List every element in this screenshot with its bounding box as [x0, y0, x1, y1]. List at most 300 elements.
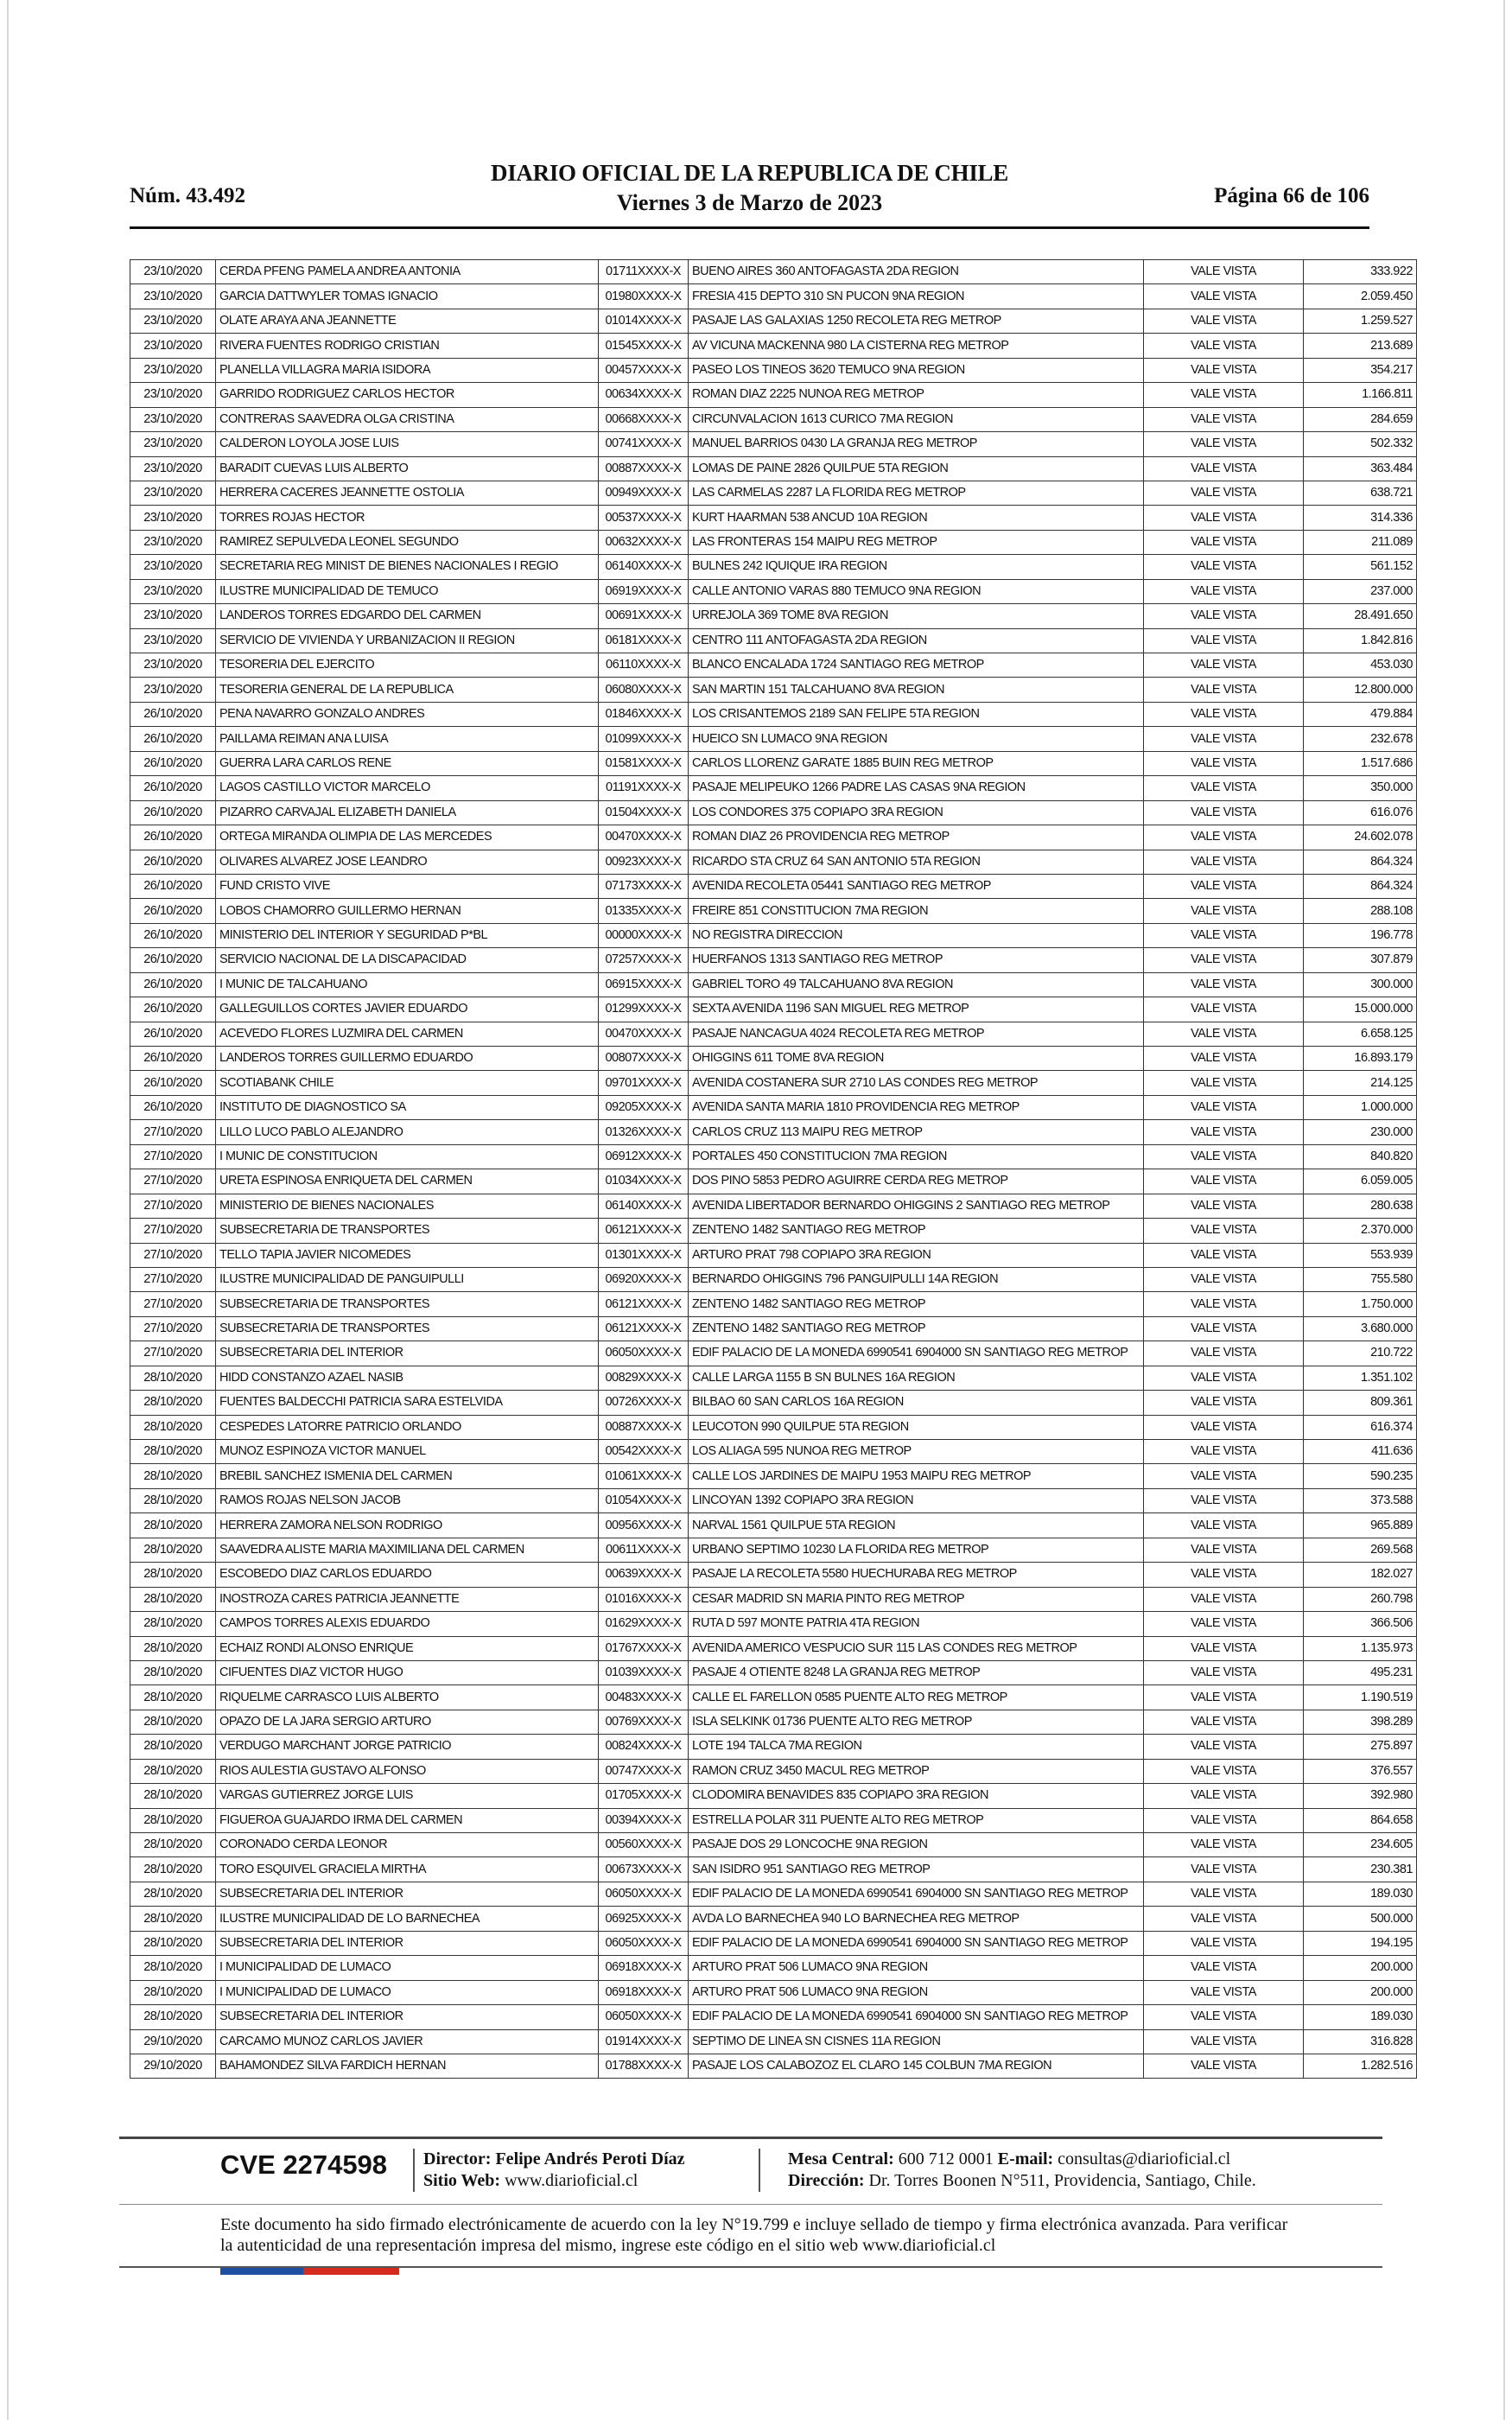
table-row	[130, 1563, 1417, 1587]
name-cell: I MUNICIPALIDAD DE LUMACO	[216, 1956, 599, 1980]
payment-type-cell: VALE VISTA	[1144, 1095, 1304, 1119]
address-cell: URBANO SEPTIMO 10230 LA FLORIDA REG METROP	[689, 1538, 1144, 1562]
date-cell: 26/10/2020	[130, 702, 216, 726]
payment-type-cell: VALE VISTA	[1144, 874, 1304, 898]
address-cell: CENTRO 111 ANTOFAGASTA 2DA REGION	[689, 628, 1144, 653]
date-cell: 26/10/2020	[130, 899, 216, 923]
table-row	[130, 997, 1417, 1022]
date-cell: 28/10/2020	[130, 1538, 216, 1562]
table-row	[130, 1907, 1417, 1931]
amount-cell: 350.000	[1304, 776, 1417, 800]
name-cell: FIGUEROA GUAJARDO IRMA DEL CARMEN	[216, 1808, 599, 1832]
rut-cell: 00542XXXX-X	[599, 1440, 689, 1464]
payment-type-cell: VALE VISTA	[1144, 555, 1304, 579]
director-name: Felipe Andrés Peroti Díaz	[495, 2149, 685, 2168]
date-cell: 28/10/2020	[130, 1464, 216, 1488]
table-row	[130, 776, 1417, 800]
rut-cell: 01299XXXX-X	[599, 997, 689, 1022]
address-cell: PASAJE DOS 29 LONCOCHE 9NA REGION	[689, 1833, 1144, 1857]
address-cell: RICARDO STA CRUZ 64 SAN ANTONIO 5TA REGION	[689, 850, 1144, 874]
name-cell: BAHAMONDEZ SILVA FARDICH HERNAN	[216, 2054, 599, 2078]
amount-cell: 234.605	[1304, 1833, 1417, 1857]
address-cell: LOS CRISANTEMOS 2189 SAN FELIPE 5TA REGION	[689, 702, 1144, 726]
name-cell: ILUSTRE MUNICIPALIDAD DE TEMUCO	[216, 579, 599, 603]
table-row	[130, 1513, 1417, 1538]
date-cell: 26/10/2020	[130, 1095, 216, 1119]
amount-cell: 300.000	[1304, 972, 1417, 997]
payment-type-cell: VALE VISTA	[1144, 1980, 1304, 2004]
table-row	[130, 751, 1417, 775]
rut-cell: 00639XXXX-X	[599, 1563, 689, 1587]
address-cell: EDIF PALACIO DE LA MONEDA 6990541 6904000 SN SANTIAGO REG METROP	[689, 1882, 1144, 1906]
date-cell: 27/10/2020	[130, 1169, 216, 1194]
name-cell: HERRERA CACERES JEANNETTE OSTOLIA	[216, 481, 599, 505]
name-cell: URETA ESPINOSA ENRIQUETA DEL CARMEN	[216, 1169, 599, 1194]
name-cell: OLATE ARAYA ANA JEANNETTE	[216, 309, 599, 333]
name-cell: TESORERIA DEL EJERCITO	[216, 653, 599, 678]
rut-cell: 00537XXXX-X	[599, 506, 689, 530]
name-cell: RAMIREZ SEPULVEDA LEONEL SEGUNDO	[216, 530, 599, 554]
amount-cell: 2.370.000	[1304, 1219, 1417, 1243]
address-cell: PASAJE LOS CALABOZOZ EL CLARO 145 COLBUN 7MA REGION	[689, 2054, 1144, 2078]
address-cell: NARVAL 1561 QUILPUE 5TA REGION	[689, 1513, 1144, 1538]
rut-cell: 06918XXXX-X	[599, 1980, 689, 2004]
amount-cell: 307.879	[1304, 948, 1417, 972]
address-cell: AV VICUNA MACKENNA 980 LA CISTERNA REG METROP	[689, 334, 1144, 358]
rut-cell: 01980XXXX-X	[599, 284, 689, 309]
payment-type-cell: VALE VISTA	[1144, 997, 1304, 1022]
address-cell: FREIRE 851 CONSTITUCION 7MA REGION	[689, 899, 1144, 923]
name-cell: ILUSTRE MUNICIPALIDAD DE PANGUIPULLI	[216, 1267, 599, 1291]
rut-cell: 00394XXXX-X	[599, 1808, 689, 1832]
payment-type-cell: VALE VISTA	[1144, 2005, 1304, 2029]
name-cell: ECHAIZ RONDI ALONSO ENRIQUE	[216, 1636, 599, 1660]
address-cell: ARTURO PRAT 506 LUMACO 9NA REGION	[689, 1980, 1144, 2004]
table-row	[130, 628, 1417, 653]
table-row	[130, 260, 1417, 284]
footer-separator	[413, 2149, 415, 2192]
address-cell: HUERFANOS 1313 SANTIAGO REG METROP	[689, 948, 1144, 972]
amount-cell: 12.800.000	[1304, 678, 1417, 702]
table-row	[130, 1612, 1417, 1636]
payment-type-cell: VALE VISTA	[1144, 604, 1304, 628]
address-cell: CESAR MADRID SN MARIA PINTO REG METROP	[689, 1587, 1144, 1611]
address-cell: ROMAN DIAZ 26 PROVIDENCIA REG METROP	[689, 825, 1144, 850]
amount-cell: 479.884	[1304, 702, 1417, 726]
table-row	[130, 702, 1417, 726]
name-cell: RIQUELME CARRASCO LUIS ALBERTO	[216, 1685, 599, 1710]
date-cell: 28/10/2020	[130, 1415, 216, 1439]
rut-cell: 00470XXXX-X	[599, 1022, 689, 1046]
name-cell: LANDEROS TORRES EDGARDO DEL CARMEN	[216, 604, 599, 628]
date-cell: 27/10/2020	[130, 1341, 216, 1366]
rut-cell: 01054XXXX-X	[599, 1488, 689, 1512]
date-cell: 28/10/2020	[130, 1563, 216, 1587]
name-cell: FUENTES BALDECCHI PATRICIA SARA ESTELVIDA	[216, 1391, 599, 1415]
date-cell: 26/10/2020	[130, 850, 216, 874]
date-cell: 23/10/2020	[130, 481, 216, 505]
payments-table	[130, 259, 1417, 2079]
amount-cell: 500.000	[1304, 1907, 1417, 1931]
name-cell: SAAVEDRA ALISTE MARIA MAXIMILIANA DEL CARMEN	[216, 1538, 599, 1562]
name-cell: ACEVEDO FLORES LUZMIRA DEL CARMEN	[216, 1022, 599, 1046]
rut-cell: 01016XXXX-X	[599, 1587, 689, 1611]
payment-type-cell: VALE VISTA	[1144, 1341, 1304, 1366]
name-cell: SUBSECRETARIA DE TRANSPORTES	[216, 1292, 599, 1316]
rut-cell: 06080XXXX-X	[599, 678, 689, 702]
payment-type-cell: VALE VISTA	[1144, 1292, 1304, 1316]
table-row	[130, 1095, 1417, 1119]
payment-type-cell: VALE VISTA	[1144, 727, 1304, 751]
date-cell: 28/10/2020	[130, 1513, 216, 1538]
name-cell: BARADIT CUEVAS LUIS ALBERTO	[216, 456, 599, 481]
address-label: Dirección:	[788, 2171, 865, 2190]
amount-cell: 755.580	[1304, 1267, 1417, 1291]
date-cell: 28/10/2020	[130, 1440, 216, 1464]
rut-cell: 06050XXXX-X	[599, 1341, 689, 1366]
address-cell: PASAJE NANCAGUA 4024 RECOLETA REG METROP	[689, 1022, 1144, 1046]
rut-cell: 00668XXXX-X	[599, 407, 689, 431]
rut-cell: 06050XXXX-X	[599, 1931, 689, 1955]
date-cell: 23/10/2020	[130, 407, 216, 431]
email-link[interactable]: consultas@diarioficial.cl	[1058, 2149, 1231, 2168]
address-cell: CARLOS LLORENZ GARATE 1885 BUIN REG METROP	[689, 751, 1144, 775]
date-cell: 27/10/2020	[130, 1316, 216, 1341]
payment-type-cell: VALE VISTA	[1144, 1267, 1304, 1291]
payment-type-cell: VALE VISTA	[1144, 1120, 1304, 1144]
table-row	[130, 1194, 1417, 1218]
date-cell: 28/10/2020	[130, 1759, 216, 1783]
payment-type-cell: VALE VISTA	[1144, 1735, 1304, 1759]
name-cell: CESPEDES LATORRE PATRICIO ORLANDO	[216, 1415, 599, 1439]
payment-type-cell: VALE VISTA	[1144, 1931, 1304, 1955]
address-cell: EDIF PALACIO DE LA MONEDA 6990541 6904000 SN SANTIAGO REG METROP	[689, 1931, 1144, 1955]
rut-cell: 00691XXXX-X	[599, 604, 689, 628]
address-cell: MANUEL BARRIOS 0430 LA GRANJA REG METROP	[689, 432, 1144, 456]
rut-cell: 07173XXXX-X	[599, 874, 689, 898]
payment-type-cell: VALE VISTA	[1144, 1144, 1304, 1169]
amount-cell: 232.678	[1304, 727, 1417, 751]
table-row	[130, 432, 1417, 456]
name-cell: CARCAMO MUNOZ CARLOS JAVIER	[216, 2029, 599, 2054]
payment-type-cell: VALE VISTA	[1144, 1513, 1304, 1538]
date-cell: 23/10/2020	[130, 358, 216, 382]
date-cell: 27/10/2020	[130, 1219, 216, 1243]
name-cell: ORTEGA MIRANDA OLIMPIA DE LAS MERCEDES	[216, 825, 599, 850]
table-row	[130, 1243, 1417, 1267]
date-cell: 28/10/2020	[130, 1980, 216, 2004]
amount-cell: 864.324	[1304, 874, 1417, 898]
rut-cell: 01504XXXX-X	[599, 800, 689, 825]
footer-divider-middle	[119, 2204, 1382, 2205]
payment-type-cell: VALE VISTA	[1144, 334, 1304, 358]
table-row	[130, 1784, 1417, 1808]
date-cell: 23/10/2020	[130, 555, 216, 579]
name-cell: SCOTIABANK CHILE	[216, 1071, 599, 1095]
table-row	[130, 1047, 1417, 1071]
table-row	[130, 1292, 1417, 1316]
payment-type-cell: VALE VISTA	[1144, 383, 1304, 407]
rut-cell: 06110XXXX-X	[599, 653, 689, 678]
rut-cell: 06121XXXX-X	[599, 1219, 689, 1243]
address-cell: ESTRELLA POLAR 311 PUENTE ALTO REG METROP	[689, 1808, 1144, 1832]
name-cell: PENA NAVARRO GONZALO ANDRES	[216, 702, 599, 726]
address-cell: SEXTA AVENIDA 1196 SAN MIGUEL REG METROP	[689, 997, 1144, 1022]
amount-cell: 411.636	[1304, 1440, 1417, 1464]
issue-number: Núm. 43.492	[130, 184, 246, 207]
amount-cell: 366.506	[1304, 1612, 1417, 1636]
amount-cell: 200.000	[1304, 1956, 1417, 1980]
amount-cell: 840.820	[1304, 1144, 1417, 1169]
address-cell: URREJOLA 369 TOME 8VA REGION	[689, 604, 1144, 628]
table-row	[130, 899, 1417, 923]
name-cell: SUBSECRETARIA DE TRANSPORTES	[216, 1219, 599, 1243]
address-cell: RUTA D 597 MONTE PATRIA 4TA REGION	[689, 1612, 1144, 1636]
payment-type-cell: VALE VISTA	[1144, 358, 1304, 382]
address-cell: AVENIDA SANTA MARIA 1810 PROVIDENCIA REG METROP	[689, 1095, 1144, 1119]
rut-cell: 00824XXXX-X	[599, 1735, 689, 1759]
date-cell: 28/10/2020	[130, 1685, 216, 1710]
payment-type-cell: VALE VISTA	[1144, 506, 1304, 530]
payment-type-cell: VALE VISTA	[1144, 972, 1304, 997]
amount-cell: 24.602.078	[1304, 825, 1417, 850]
header-divider	[130, 226, 1369, 229]
name-cell: SUBSECRETARIA DEL INTERIOR	[216, 2005, 599, 2029]
address-cell: PORTALES 450 CONSTITUCION 7MA REGION	[689, 1144, 1144, 1169]
amount-cell: 260.798	[1304, 1587, 1417, 1611]
address-cell: LAS CARMELAS 2287 LA FLORIDA REG METROP	[689, 481, 1144, 505]
payment-type-cell: VALE VISTA	[1144, 1563, 1304, 1587]
name-cell: SUBSECRETARIA DE TRANSPORTES	[216, 1316, 599, 1341]
page-number: Página 66 de 106	[1214, 184, 1369, 207]
name-cell: CONTRERAS SAAVEDRA OLGA CRISTINA	[216, 407, 599, 431]
date-cell: 28/10/2020	[130, 1931, 216, 1955]
table-row	[130, 653, 1417, 678]
amount-cell: 15.000.000	[1304, 997, 1417, 1022]
footer-divider-top	[119, 2137, 1382, 2139]
rut-cell: 00807XXXX-X	[599, 1047, 689, 1071]
rut-cell: 00611XXXX-X	[599, 1538, 689, 1562]
rut-cell: 00949XXXX-X	[599, 481, 689, 505]
amount-cell: 373.588	[1304, 1488, 1417, 1512]
rut-cell: 06121XXXX-X	[599, 1316, 689, 1341]
amount-cell: 809.361	[1304, 1391, 1417, 1415]
rut-cell: 06912XXXX-X	[599, 1144, 689, 1169]
amount-cell: 1.166.811	[1304, 383, 1417, 407]
table-row	[130, 383, 1417, 407]
name-cell: SERVICIO DE VIVIENDA Y URBANIZACION II REGION	[216, 628, 599, 653]
date-cell: 26/10/2020	[130, 727, 216, 751]
table-row	[130, 407, 1417, 431]
date-cell: 27/10/2020	[130, 1267, 216, 1291]
table-row	[130, 334, 1417, 358]
date-cell: 28/10/2020	[130, 1710, 216, 1734]
table-row	[130, 555, 1417, 579]
payment-type-cell: VALE VISTA	[1144, 1243, 1304, 1267]
amount-cell: 616.374	[1304, 1415, 1417, 1439]
amount-cell: 453.030	[1304, 653, 1417, 678]
address-cell: RAMON CRUZ 3450 MACUL REG METROP	[689, 1759, 1144, 1783]
name-cell: RIVERA FUENTES RODRIGO CRISTIAN	[216, 334, 599, 358]
name-cell: CORONADO CERDA LEONOR	[216, 1833, 599, 1857]
date-cell: 23/10/2020	[130, 506, 216, 530]
address-cell: FRESIA 415 DEPTO 310 SN PUCON 9NA REGION	[689, 284, 1144, 309]
date-cell: 23/10/2020	[130, 334, 216, 358]
date-cell: 26/10/2020	[130, 874, 216, 898]
date-cell: 28/10/2020	[130, 1391, 216, 1415]
phone-label: Mesa Central:	[788, 2149, 894, 2168]
address-cell: KURT HAARMAN 538 ANCUD 10A REGION	[689, 506, 1144, 530]
table-row	[130, 1538, 1417, 1562]
amount-cell: 616.076	[1304, 800, 1417, 825]
table-row	[130, 825, 1417, 850]
payment-type-cell: VALE VISTA	[1144, 1612, 1304, 1636]
address-cell: CALLE LOS JARDINES DE MAIPU 1953 MAIPU REG METROP	[689, 1464, 1144, 1488]
rut-cell: 01788XXXX-X	[599, 2054, 689, 2078]
payment-type-cell: VALE VISTA	[1144, 1636, 1304, 1660]
address-cell: OHIGGINS 611 TOME 8VA REGION	[689, 1047, 1144, 1071]
date-cell: 27/10/2020	[130, 1120, 216, 1144]
table-row	[130, 1735, 1417, 1759]
rut-cell: 06050XXXX-X	[599, 1882, 689, 1906]
table-row	[130, 923, 1417, 947]
payment-type-cell: VALE VISTA	[1144, 260, 1304, 284]
footer-separator	[759, 2149, 760, 2192]
table-row	[130, 1120, 1417, 1144]
address-cell: LOS CONDORES 375 COPIAPO 3RA REGION	[689, 800, 1144, 825]
name-cell: LAGOS CASTILLO VICTOR MARCELO	[216, 776, 599, 800]
amount-cell: 196.778	[1304, 923, 1417, 947]
date-cell: 28/10/2020	[130, 1612, 216, 1636]
amount-cell: 237.000	[1304, 579, 1417, 603]
payment-type-cell: VALE VISTA	[1144, 1956, 1304, 1980]
date-cell: 28/10/2020	[130, 1660, 216, 1684]
payment-type-cell: VALE VISTA	[1144, 456, 1304, 481]
payment-type-cell: VALE VISTA	[1144, 309, 1304, 333]
payment-type-cell: VALE VISTA	[1144, 751, 1304, 775]
date-cell: 28/10/2020	[130, 1735, 216, 1759]
payment-type-cell: VALE VISTA	[1144, 923, 1304, 947]
date-cell: 23/10/2020	[130, 653, 216, 678]
rut-cell: 01061XXXX-X	[599, 1464, 689, 1488]
payment-type-cell: VALE VISTA	[1144, 284, 1304, 309]
table-row	[130, 1587, 1417, 1611]
address-cell: AVENIDA LIBERTADOR BERNARDO OHIGGINS 2 SANTIAGO REG METROP	[689, 1194, 1144, 1218]
amount-cell: 6.059.005	[1304, 1169, 1417, 1194]
name-cell: SUBSECRETARIA DEL INTERIOR	[216, 1931, 599, 1955]
payment-type-cell: VALE VISTA	[1144, 1882, 1304, 1906]
amount-cell: 1.750.000	[1304, 1292, 1417, 1316]
table-row	[130, 1440, 1417, 1464]
rut-cell: 06918XXXX-X	[599, 1956, 689, 1980]
amount-cell: 363.484	[1304, 456, 1417, 481]
amount-cell: 211.089	[1304, 530, 1417, 554]
address-cell: CALLE ANTONIO VARAS 880 TEMUCO 9NA REGION	[689, 579, 1144, 603]
date-cell: 23/10/2020	[130, 309, 216, 333]
rut-cell: 00632XXXX-X	[599, 530, 689, 554]
payment-type-cell: VALE VISTA	[1144, 1440, 1304, 1464]
table-row	[130, 1144, 1417, 1169]
rut-cell: 00726XXXX-X	[599, 1391, 689, 1415]
table-row	[130, 1710, 1417, 1734]
rut-cell: 00673XXXX-X	[599, 1857, 689, 1882]
date-cell: 23/10/2020	[130, 383, 216, 407]
payment-type-cell: VALE VISTA	[1144, 702, 1304, 726]
address-cell: CIRCUNVALACION 1613 CURICO 7MA REGION	[689, 407, 1144, 431]
amount-cell: 333.922	[1304, 260, 1417, 284]
address-cell: PASAJE MELIPEUKO 1266 PADRE LAS CASAS 9NA REGION	[689, 776, 1144, 800]
date-cell: 28/10/2020	[130, 1956, 216, 1980]
name-cell: CAMPOS TORRES ALEXIS EDUARDO	[216, 1612, 599, 1636]
name-cell: GARRIDO RODRIGUEZ CARLOS HECTOR	[216, 383, 599, 407]
address-cell: EDIF PALACIO DE LA MONEDA 6990541 6904000 SN SANTIAGO REG METROP	[689, 2005, 1144, 2029]
date-cell: 23/10/2020	[130, 284, 216, 309]
payment-type-cell: VALE VISTA	[1144, 628, 1304, 653]
rut-cell: 00769XXXX-X	[599, 1710, 689, 1734]
name-cell: FUND CRISTO VIVE	[216, 874, 599, 898]
rut-cell: 00000XXXX-X	[599, 923, 689, 947]
payment-type-cell: VALE VISTA	[1144, 776, 1304, 800]
address-cell: ROMAN DIAZ 2225 NUNOA REG METROP	[689, 383, 1144, 407]
payments-table-body	[130, 260, 1417, 2079]
amount-cell: 16.893.179	[1304, 1047, 1417, 1071]
amount-cell: 1.190.519	[1304, 1685, 1417, 1710]
address-cell: AVENIDA RECOLETA 05441 SANTIAGO REG METROP	[689, 874, 1144, 898]
amount-cell: 214.125	[1304, 1071, 1417, 1095]
amount-cell: 965.889	[1304, 1513, 1417, 1538]
payment-type-cell: VALE VISTA	[1144, 1464, 1304, 1488]
table-row	[130, 530, 1417, 554]
amount-cell: 398.289	[1304, 1710, 1417, 1734]
table-row	[130, 1759, 1417, 1783]
name-cell: PIZARRO CARVAJAL ELIZABETH DANIELA	[216, 800, 599, 825]
amount-cell: 561.152	[1304, 555, 1417, 579]
amount-cell: 376.557	[1304, 1759, 1417, 1783]
table-row	[130, 1366, 1417, 1390]
address-cell: ARTURO PRAT 798 COPIAPO 3RA REGION	[689, 1243, 1144, 1267]
name-cell: INOSTROZA CARES PATRICIA JEANNETTE	[216, 1587, 599, 1611]
address-cell: CLODOMIRA BENAVIDES 835 COPIAPO 3RA REGION	[689, 1784, 1144, 1808]
amount-cell: 1.351.102	[1304, 1366, 1417, 1390]
date-cell: 23/10/2020	[130, 678, 216, 702]
address-cell: BULNES 242 IQUIQUE IRA REGION	[689, 555, 1144, 579]
website-link[interactable]: www.diarioficial.cl	[505, 2171, 638, 2190]
table-row	[130, 874, 1417, 898]
date-cell: 28/10/2020	[130, 1488, 216, 1512]
amount-cell: 553.939	[1304, 1243, 1417, 1267]
address-cell: ZENTENO 1482 SANTIAGO REG METROP	[689, 1219, 1144, 1243]
address-cell: SAN MARTIN 151 TALCAHUANO 8VA REGION	[689, 678, 1144, 702]
name-cell: CALDERON LOYOLA JOSE LUIS	[216, 432, 599, 456]
payment-type-cell: VALE VISTA	[1144, 1047, 1304, 1071]
website-label: Sitio Web:	[423, 2171, 501, 2190]
rut-cell: 06121XXXX-X	[599, 1292, 689, 1316]
amount-cell: 3.680.000	[1304, 1316, 1417, 1341]
amount-cell: 284.659	[1304, 407, 1417, 431]
payment-type-cell: VALE VISTA	[1144, 481, 1304, 505]
table-row	[130, 2029, 1417, 2054]
address-cell: LEUCOTON 990 QUILPUE 5TA REGION	[689, 1415, 1144, 1439]
date-cell: 26/10/2020	[130, 1071, 216, 1095]
payment-type-cell: VALE VISTA	[1144, 1538, 1304, 1562]
date-cell: 28/10/2020	[130, 1808, 216, 1832]
table-row	[130, 284, 1417, 309]
table-row	[130, 579, 1417, 603]
table-row	[130, 1857, 1417, 1882]
payment-type-cell: VALE VISTA	[1144, 1833, 1304, 1857]
amount-cell: 316.828	[1304, 2029, 1417, 2054]
rut-cell: 01326XXXX-X	[599, 1120, 689, 1144]
